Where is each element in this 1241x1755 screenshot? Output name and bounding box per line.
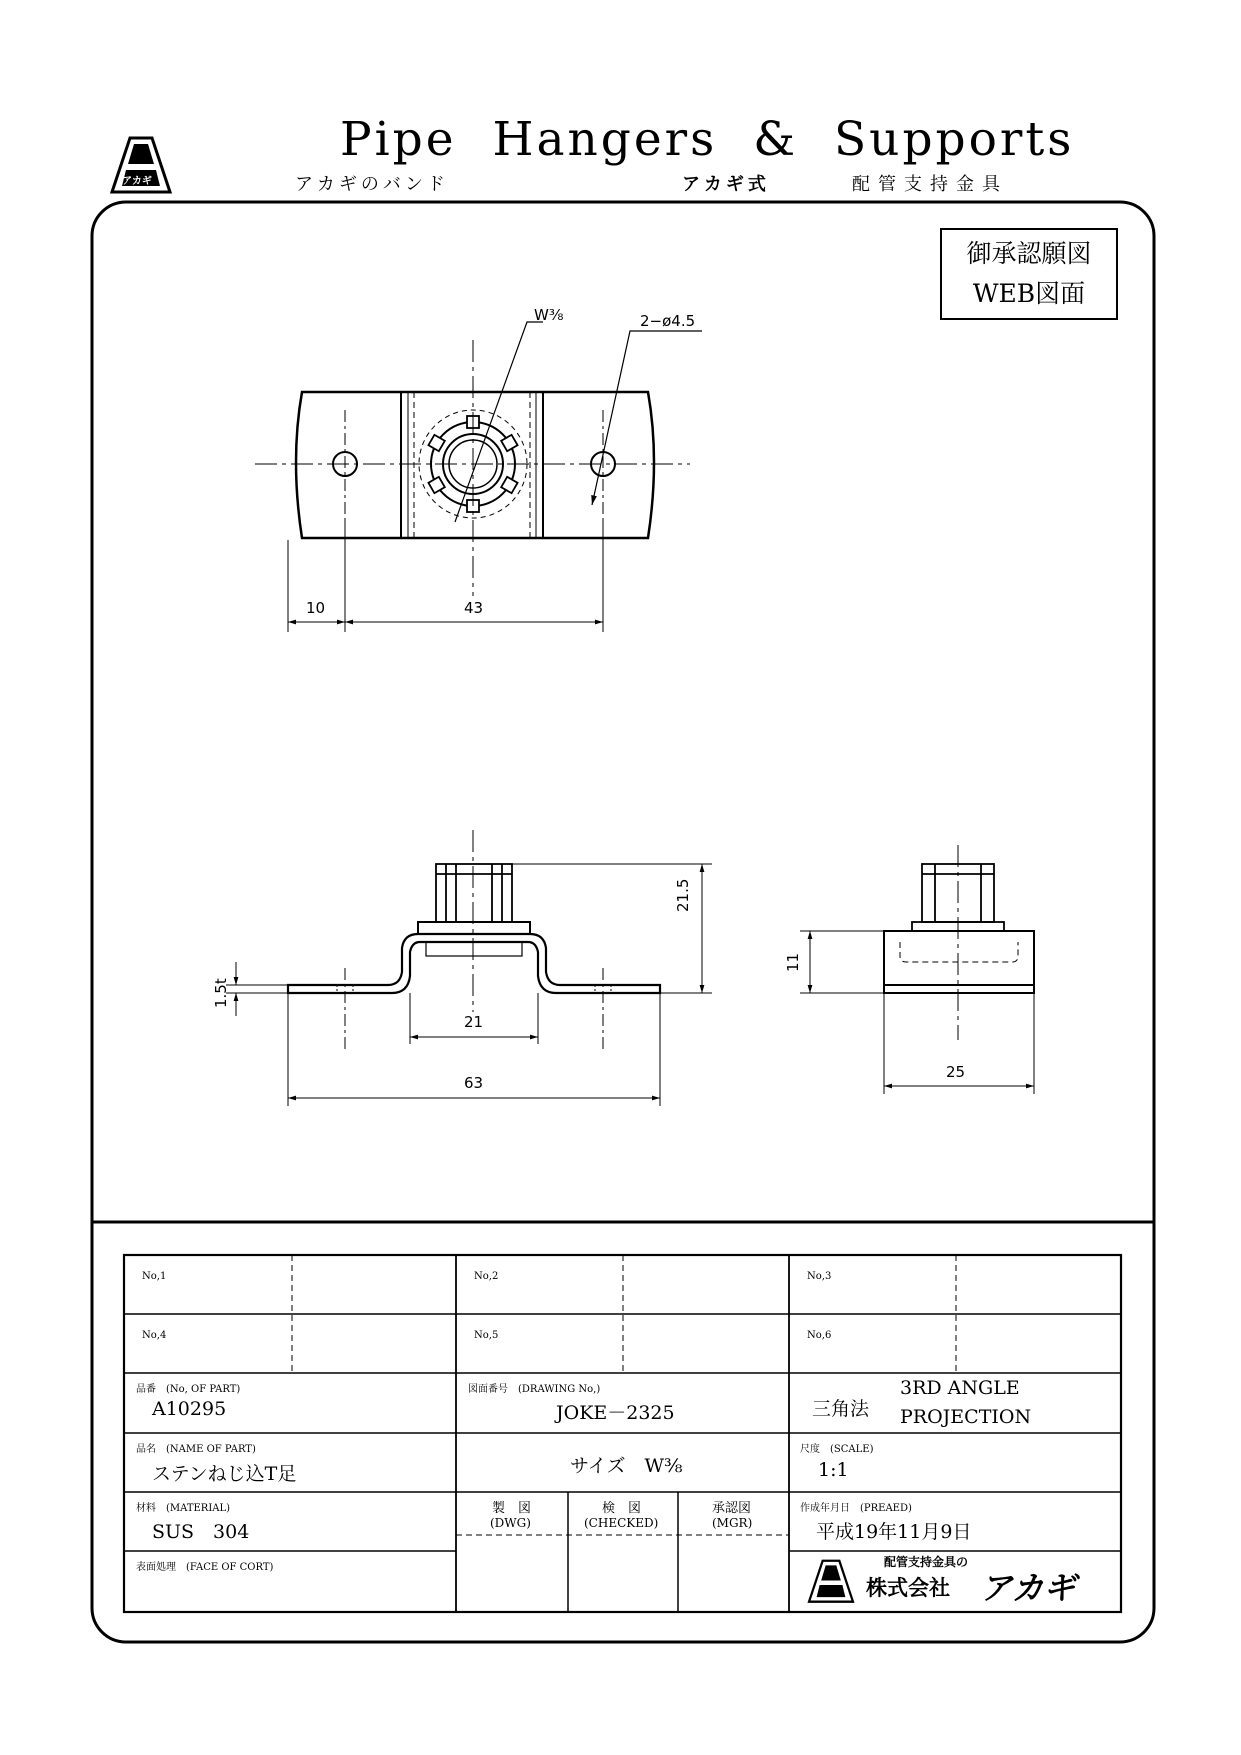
tb-material-label: 材料 (MATERIAL): [136, 1503, 231, 1514]
page-title: Pipe Hangers & Supports: [340, 112, 1075, 167]
hanger-profile-outer: [288, 934, 660, 993]
tb-dwg-en: (DWG): [490, 1516, 531, 1530]
subtitle-left: アカギのバンド: [295, 174, 449, 195]
header-logo-text: アカギ: [122, 176, 152, 187]
tb-mgr-jp: 承認図: [712, 1501, 752, 1516]
company-logo: [806, 1556, 856, 1612]
dim-holes-label: 2−ø4.5: [640, 312, 696, 330]
tb-checked-jp: 検 図: [602, 1501, 642, 1516]
title-block-grid: [124, 1255, 1121, 1612]
tb-no2: No,2: [474, 1271, 499, 1282]
top-view: [255, 322, 702, 632]
tb-surface-label: 表面処理 (FACE OF CORT): [136, 1562, 274, 1573]
tb-name-label: 品名 (NAME OF PART): [136, 1444, 256, 1455]
tb-projection-en1: 3RD ANGLE: [900, 1377, 1020, 1399]
approval-line2: WEB図面: [972, 279, 1086, 308]
dim-21-5-label: 21.5: [674, 878, 692, 912]
tb-date-label: 作成年月日 (PREAED): [800, 1503, 912, 1514]
dim-25-label: 25: [946, 1063, 966, 1081]
tb-mgr-en: (MGR): [712, 1516, 753, 1530]
tb-no5: No,5: [474, 1330, 499, 1341]
company-tagline: 配管支持金具の: [884, 1555, 969, 1569]
tb-projection-jp: 三角法: [812, 1398, 870, 1420]
dim-21-label: 21: [464, 1013, 484, 1031]
leader-holes: [592, 331, 702, 505]
dim-10-label: 10: [306, 599, 326, 617]
approval-stamp-box: [940, 228, 1118, 320]
company-brand: アカギ: [980, 1569, 1076, 1607]
company-kabushiki: 株式会社: [866, 1576, 950, 1600]
tb-scale: 1:1: [818, 1459, 849, 1481]
tb-projection-en2: PROJECTION: [900, 1406, 1032, 1428]
tb-material: SUS 304: [152, 1521, 250, 1543]
tb-no3: No,3: [807, 1271, 832, 1282]
dim-63-label: 63: [464, 1074, 484, 1092]
dim-thread-label: W⅜: [534, 306, 564, 324]
tb-dwg-jp: 製 図: [492, 1501, 532, 1516]
tb-scale-label: 尺度 (SCALE): [800, 1444, 874, 1455]
tb-drawing-no-label: 図面番号 (DRAWING No,): [468, 1384, 601, 1395]
tb-no6: No,6: [807, 1330, 832, 1341]
dim-43-label: 43: [464, 599, 484, 617]
side-saddle-hidden: [900, 942, 1018, 962]
subtitle-brand: アカギ式: [682, 174, 770, 195]
tb-date: 平成19年11月9日: [816, 1521, 972, 1543]
tb-name: ステンねじ込T足: [152, 1463, 297, 1485]
tb-part-no-label: 品番 (No, OF PART): [136, 1384, 241, 1395]
tb-no4: No,4: [142, 1330, 167, 1341]
subtitle-right: 配管支持金具: [852, 174, 1008, 195]
side-view: [800, 845, 1034, 1094]
nut-body: [436, 864, 512, 922]
saddle-inner: [426, 942, 522, 956]
dim-11-label: 11: [784, 952, 802, 972]
tb-checked-en: (CHECKED): [584, 1516, 659, 1530]
tb-no1: No,1: [142, 1271, 167, 1282]
dim-1-5t-label: 1.5t: [212, 978, 230, 1008]
front-view: [226, 830, 712, 1106]
tb-drawing-no: JOKE－2325: [556, 1402, 675, 1424]
approval-line1: 御承認願図: [966, 239, 1092, 268]
saddle-plate: [418, 922, 530, 934]
tb-part-no: A10295: [152, 1398, 227, 1420]
tb-size: サイズ W⅜: [570, 1455, 683, 1477]
